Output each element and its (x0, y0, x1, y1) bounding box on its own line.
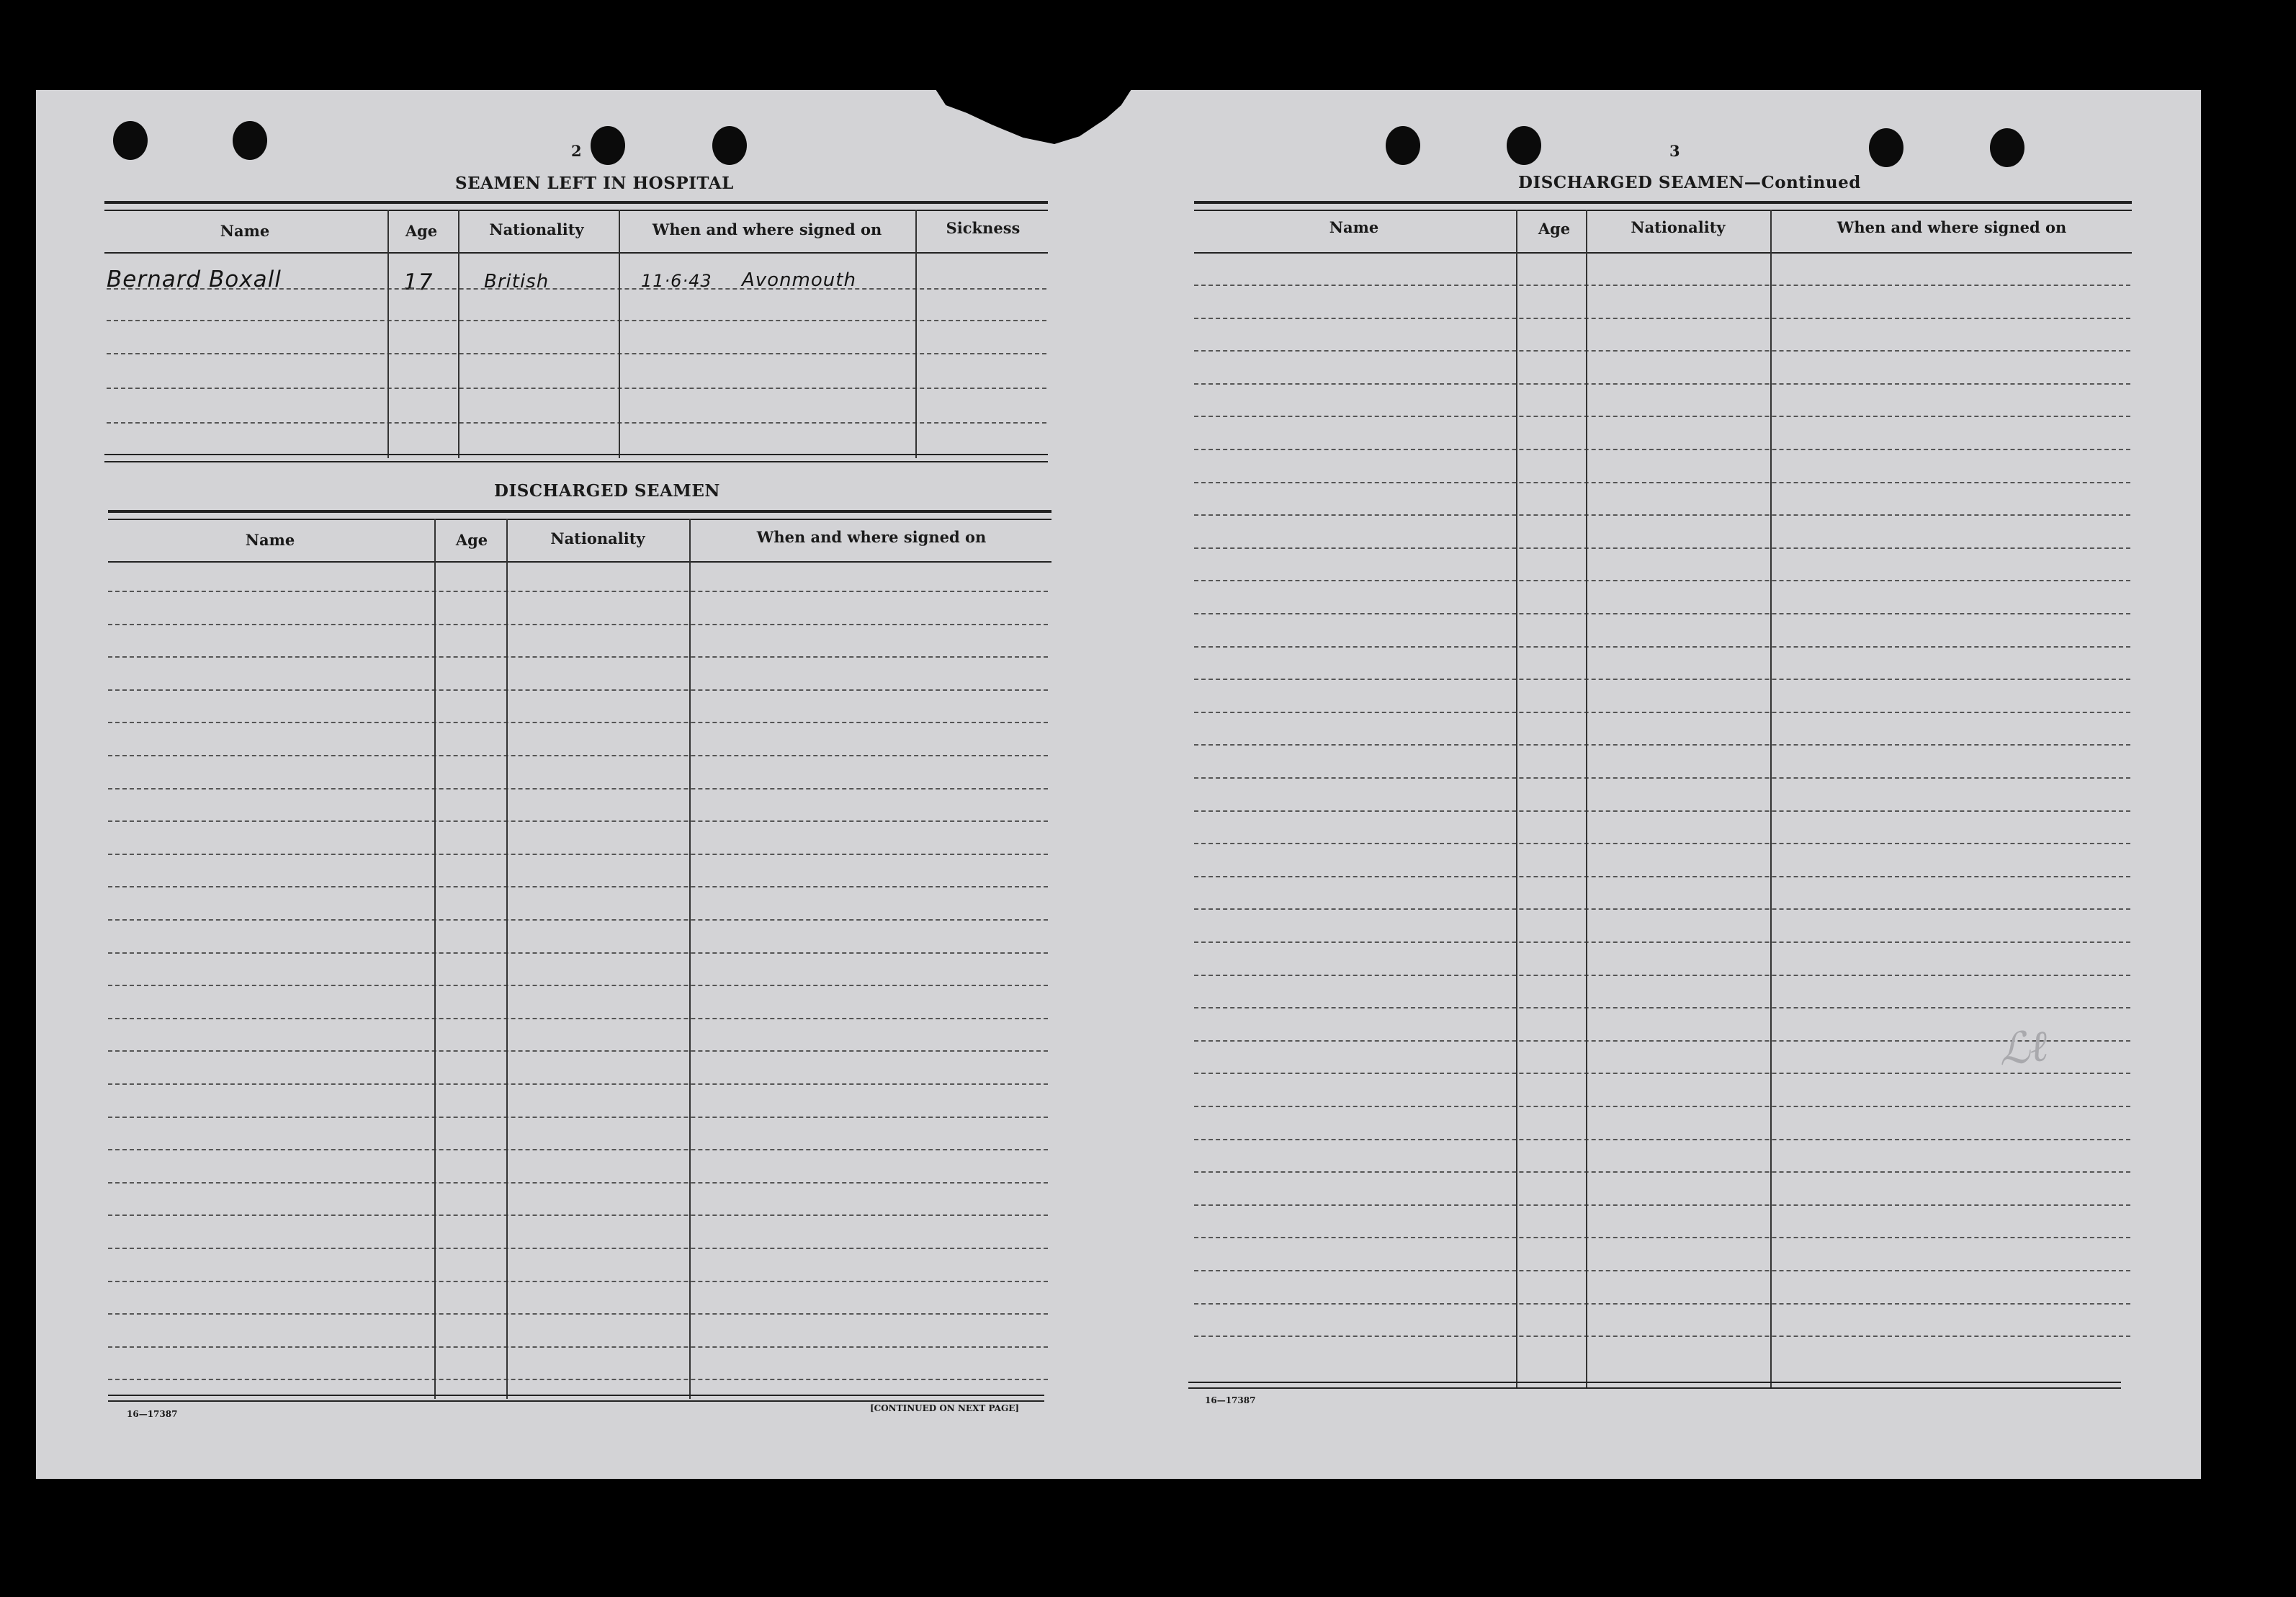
row-line (1194, 285, 2130, 286)
hospital-row-line (107, 388, 1046, 389)
continued-header-rule (1194, 252, 2132, 254)
form-number-left: 16—17387 (127, 1409, 178, 1419)
row-line (1194, 679, 2130, 680)
hospital-row-line (107, 353, 1046, 354)
row-line (108, 1117, 1048, 1118)
row-line (108, 1346, 1048, 1348)
entry-nationality: British (484, 271, 550, 292)
row-line (1194, 712, 2130, 713)
row-line (108, 1149, 1048, 1150)
continued-col-signed-on: When and where signed on (1837, 218, 2067, 236)
continued-note: [CONTINUED ON NEXT PAGE] (870, 1403, 1020, 1413)
row-line (108, 919, 1048, 921)
discharged-col-divider (506, 519, 508, 1399)
row-line (1194, 744, 2130, 746)
row-line (108, 1379, 1048, 1380)
discharged-table-top-rule (108, 510, 1051, 513)
punch-hole (1990, 128, 2024, 167)
hospital-col-divider (619, 210, 620, 458)
row-line (1194, 580, 2130, 581)
continued-table-top-rule (1194, 201, 2132, 204)
row-line (1194, 975, 2130, 976)
row-line (108, 1050, 1048, 1052)
discharged-table-bottom-rule (108, 1400, 1044, 1402)
row-line (108, 1281, 1048, 1282)
row-line (108, 788, 1048, 789)
row-line (1194, 1270, 2130, 1271)
hospital-col-nationality: Nationality (489, 220, 584, 238)
hospital-col-signed-on: When and where signed on (652, 220, 882, 238)
page-number-right: 3 (1669, 142, 1680, 160)
row-line (108, 886, 1048, 887)
hospital-header-rule (104, 252, 1048, 254)
hospital-col-sickness: Sickness (946, 219, 1021, 237)
continued-section-title: DISCHARGED SEAMEN—Continued (1518, 173, 1861, 192)
continued-table-bottom-rule (1188, 1382, 2121, 1383)
hospital-col-divider (915, 210, 917, 458)
row-line (1194, 482, 2130, 483)
discharged-col-divider (434, 519, 436, 1399)
hospital-table-bottom-rule (104, 454, 1048, 455)
continued-col-age: Age (1538, 220, 1571, 238)
hospital-row-line (107, 288, 1046, 290)
row-line (1194, 613, 2130, 614)
discharged-col-divider (689, 519, 691, 1399)
row-line (108, 1214, 1048, 1216)
row-line (1194, 318, 2130, 319)
discharged-col-name: Name (245, 531, 295, 549)
hospital-section-title: SEAMEN LEFT IN HOSPITAL (455, 174, 734, 193)
punch-hole (712, 126, 747, 165)
hospital-row-line (107, 320, 1046, 321)
discharged-table-bottom-rule (108, 1395, 1044, 1396)
row-line (108, 985, 1048, 986)
row-line (1194, 908, 2130, 910)
row-line (1194, 547, 2130, 549)
continued-table-bottom-rule (1188, 1387, 2121, 1389)
row-line (108, 624, 1048, 625)
page-number-left: 2 (571, 142, 582, 160)
continued-col-divider (1516, 210, 1517, 1388)
row-line (1194, 449, 2130, 450)
discharged-table-top-rule-thin (108, 519, 1051, 520)
entry-signed-place: Avonmouth (742, 269, 856, 291)
punch-hole (233, 121, 267, 160)
punch-hole (591, 126, 625, 165)
row-line (1194, 1336, 2130, 1337)
hospital-col-divider (458, 210, 459, 458)
row-line (1194, 1171, 2130, 1173)
row-line (1194, 941, 2130, 943)
continued-col-name: Name (1329, 218, 1379, 236)
row-line (108, 1083, 1048, 1085)
hospital-col-divider (387, 210, 389, 458)
row-line (1194, 1237, 2130, 1238)
row-line (1194, 843, 2130, 844)
entry-name: Bernard Boxall (107, 267, 282, 292)
continued-col-divider (1770, 210, 1772, 1388)
row-line (1194, 1139, 2130, 1140)
row-line (108, 820, 1048, 822)
row-line (108, 722, 1048, 723)
discharged-col-signed-on: When and where signed on (756, 528, 987, 546)
row-line (108, 755, 1048, 756)
row-line (108, 591, 1048, 592)
discharged-col-nationality: Nationality (550, 529, 645, 547)
row-line (108, 1018, 1048, 1019)
entry-signed-date: 11·6·43 (641, 271, 712, 291)
row-line (1194, 1303, 2130, 1305)
hospital-col-name: Name (220, 222, 270, 240)
continued-col-nationality: Nationality (1631, 218, 1726, 236)
punch-hole (1507, 126, 1541, 165)
discharged-section-title: DISCHARGED SEAMEN (494, 481, 720, 501)
hospital-col-age: Age (405, 222, 438, 240)
row-line (1194, 1204, 2130, 1206)
row-line (1194, 1007, 2130, 1008)
discharged-header-rule (108, 561, 1051, 563)
row-line (108, 854, 1048, 855)
row-line (1194, 383, 2130, 385)
row-line (1194, 777, 2130, 779)
punch-hole (1869, 128, 1903, 167)
row-line (1194, 1040, 2130, 1042)
row-line (1194, 350, 2130, 352)
row-line (108, 1248, 1048, 1249)
form-number-right: 16—17387 (1205, 1395, 1256, 1405)
row-line (1194, 646, 2130, 648)
row-line (1194, 1073, 2130, 1074)
row-line (1194, 514, 2130, 516)
row-line (108, 1313, 1048, 1315)
entry-age: 17 (403, 269, 434, 295)
hospital-row-line (107, 422, 1046, 424)
hospital-table-bottom-rule (104, 461, 1048, 462)
punch-hole (1386, 126, 1420, 165)
row-line (108, 952, 1048, 954)
hospital-table-top-rule-thin (104, 210, 1048, 211)
discharged-col-age: Age (455, 531, 488, 549)
row-line (108, 689, 1048, 691)
row-line (108, 656, 1048, 658)
row-line (108, 1182, 1048, 1184)
continued-table-top-rule-thin (1194, 210, 2132, 211)
punch-hole (113, 121, 148, 160)
faded-pencil-mark: ℒℓ (1996, 1020, 2050, 1076)
row-line (1194, 876, 2130, 877)
row-line (1194, 1106, 2130, 1107)
continued-col-divider (1586, 210, 1587, 1388)
row-line (1194, 810, 2130, 812)
hospital-table-top-rule (104, 201, 1048, 204)
row-line (1194, 416, 2130, 417)
